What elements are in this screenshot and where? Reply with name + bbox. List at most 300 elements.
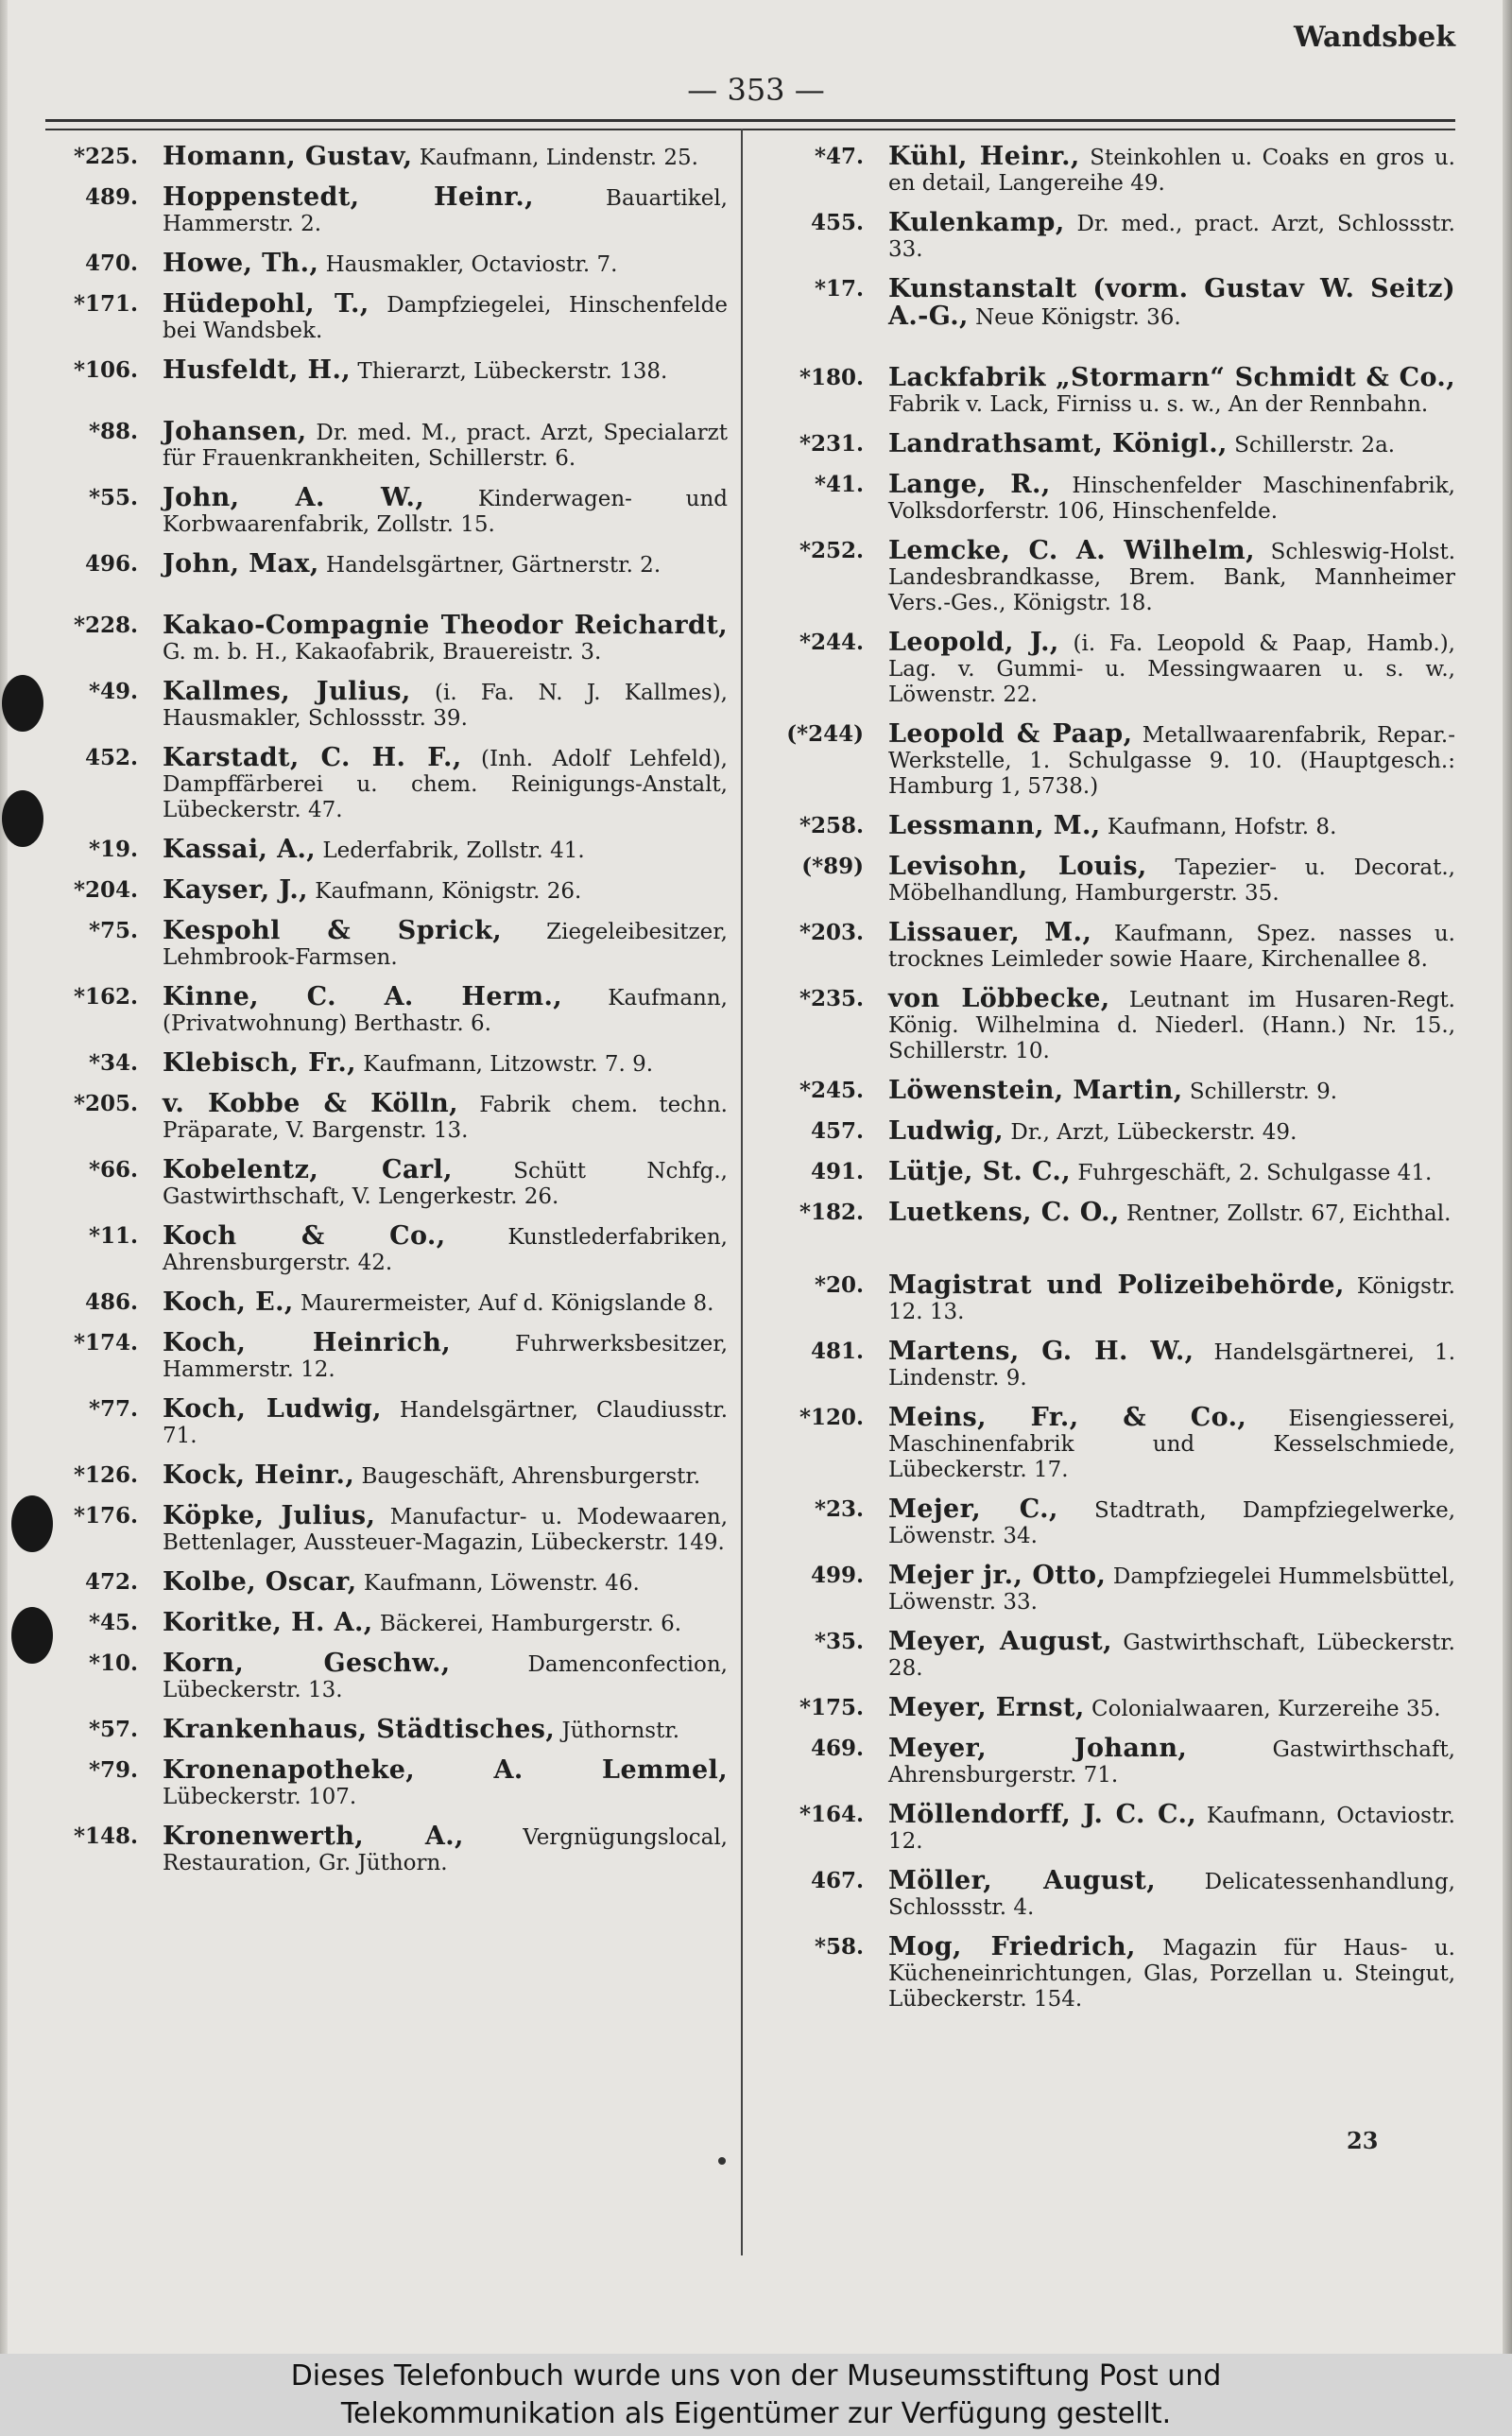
phone-number: *174.	[73, 1330, 138, 1356]
punch-hole	[11, 1495, 53, 1552]
directory-entry	[767, 210, 1455, 263]
phone-number: *225.	[73, 144, 138, 169]
subscriber-details: Baugeschäft, Ahrensburgerstr.	[354, 1464, 701, 1489]
subscriber-details: Königstr. 12. 13.	[888, 1274, 1455, 1324]
directory-entry	[767, 1802, 1455, 1855]
entry-text	[138, 1050, 728, 1078]
entry-text	[864, 1496, 1455, 1549]
phone-number: 491.	[810, 1159, 864, 1184]
directory-entry	[767, 1272, 1455, 1325]
directory-entry	[767, 1736, 1455, 1788]
entry-text	[138, 357, 728, 385]
subscriber-details: Hinschenfelder Maschinenfabrik, Volksdorferstr. 106, Hinschenfelde.	[888, 474, 1455, 524]
entry-text	[138, 1091, 728, 1144]
directory-entry	[767, 472, 1455, 525]
subscriber-name: Howe, Th.,	[163, 249, 319, 278]
entry-text	[138, 1223, 728, 1276]
directory-entry	[767, 1200, 1455, 1227]
subscriber-name: Kunstanstalt (vorm. Gustav W. Seitz) A.-G.,	[888, 274, 1455, 331]
subscriber-name: John, A. W.,	[163, 483, 425, 512]
entry-text	[864, 1934, 1455, 2013]
punch-hole	[2, 790, 43, 847]
subscriber-details: Kaufmann, (Privatwohnung) Berthastr. 6.	[163, 986, 728, 1036]
entry-text	[864, 1405, 1455, 1483]
directory-entry	[45, 1569, 728, 1597]
subscriber-name: Ludwig,	[888, 1116, 1005, 1146]
subscriber-name: Karstadt, C. H. F.,	[163, 743, 462, 772]
directory-entry	[45, 918, 728, 971]
notice-line-1: Dieses Telefonbuch wurde uns von der Museumsstiftung Post und	[290, 2359, 1222, 2393]
sheet-number: 23	[1347, 2127, 1379, 2154]
directory-entry	[767, 1405, 1455, 1483]
phone-number: *245.	[799, 1078, 864, 1103]
subscriber-details: Lübeckerstr. 107.	[163, 1785, 357, 1809]
phone-number: *75.	[88, 918, 138, 943]
directory-entry	[45, 1823, 728, 1876]
subscriber-name: Kühl, Heinr.,	[888, 142, 1080, 171]
phone-number: *11.	[88, 1223, 138, 1249]
subscriber-details: (i. Fa. Leopold & Paap, Hamb.), Lag. v. Gummi- u. Messingwaaren u. s. w., Löwenstr. 22.	[888, 631, 1455, 707]
subscriber-name: Meyer, Johann,	[888, 1734, 1188, 1763]
subscriber-name: Hüdepohl, T.,	[163, 289, 369, 319]
phone-number: 470.	[84, 251, 138, 276]
phone-number: *176.	[73, 1503, 138, 1529]
header-rule	[45, 119, 1455, 122]
directory-entry	[45, 184, 728, 237]
directory-entry	[45, 877, 728, 905]
subscriber-name: von Löbbecke,	[888, 984, 1110, 1013]
phone-number: *17.	[814, 276, 864, 302]
subscriber-details: Dr. med., pract. Arzt, Schlossstr. 33.	[888, 212, 1455, 262]
subscriber-details: Dampfziegelei, Hinschenfelde bei Wandsbek.	[163, 293, 728, 343]
subscriber-name: Hoppenstedt, Heinr.,	[163, 182, 534, 212]
subscriber-name: Mog, Friedrich,	[888, 1932, 1136, 1961]
entry-text	[138, 1823, 728, 1876]
phone-number: *35.	[814, 1629, 864, 1654]
subscriber-details: Kunstlederfabriken, Ahrensburgerstr. 42.	[163, 1225, 728, 1275]
subscriber-details: Schillerstr. 2a.	[1227, 433, 1396, 458]
entry-text	[138, 1650, 728, 1703]
subscriber-details: Kaufmann, Löwenstr. 46.	[356, 1571, 640, 1596]
entry-text	[864, 854, 1455, 907]
subscriber-details: Maurermeister, Auf d. Königslande 8.	[293, 1291, 714, 1316]
subscriber-name: Köpke, Julius,	[163, 1501, 376, 1530]
subscriber-details: Dr. med. M., pract. Arzt, Specialarzt für Frauenkrankheiten, Schillerstr. 6.	[163, 421, 728, 471]
phone-number: 486.	[84, 1289, 138, 1315]
subscriber-name: Koch, Ludwig,	[163, 1394, 382, 1424]
punch-hole	[2, 675, 43, 732]
phone-number: *106.	[73, 357, 138, 383]
directory-entry	[45, 251, 728, 278]
directory-entry	[767, 630, 1455, 708]
subscriber-details: Kaufmann, Lindenstr. 25.	[412, 146, 698, 170]
entry-text	[864, 1868, 1455, 1921]
directory-entry	[45, 1330, 728, 1383]
phone-number: *79.	[88, 1757, 138, 1783]
entry-text	[864, 1695, 1455, 1722]
subscriber-name: Kolbe, Oscar,	[163, 1567, 357, 1597]
entry-text	[138, 1396, 728, 1449]
subscriber-details: Fuhrgeschäft, 2. Schulgasse 41.	[1071, 1161, 1433, 1185]
directory-entry	[45, 837, 728, 864]
phone-number: *162.	[73, 984, 138, 1010]
entry-text	[864, 630, 1455, 708]
directory-entry	[45, 1396, 728, 1449]
subscriber-name: v. Kobbe & Kölln,	[163, 1089, 458, 1118]
entry-text	[138, 877, 728, 905]
subscriber-details: Eisengiesserei, Maschinenfabrik und Kesselschmiede, Lübeckerstr. 17.	[888, 1407, 1455, 1482]
left-column	[45, 144, 728, 1876]
subscriber-name: Magistrat und Polizeibehörde,	[888, 1270, 1345, 1300]
directory-entry	[767, 431, 1455, 458]
phone-number: *66.	[88, 1157, 138, 1183]
entry-text	[864, 1563, 1455, 1615]
subscriber-details: Metallwaarenfabrik, Repar.-Werkstelle, 1. Schulgasse 9. 10. (Hauptgesch.: Hamburg 1, 5738.)	[888, 723, 1455, 799]
subscriber-name: Krankenhaus, Städtisches,	[163, 1715, 556, 1744]
page-edge-right	[1503, 0, 1512, 2354]
directory-entry	[45, 1610, 728, 1637]
directory-entry	[45, 485, 728, 538]
phone-number: 467.	[810, 1868, 864, 1893]
phone-number: 489.	[84, 184, 138, 210]
entry-text	[138, 551, 728, 579]
directory-entry	[767, 1159, 1455, 1186]
subscriber-name: Leopold, J.,	[888, 628, 1059, 657]
entry-text	[138, 984, 728, 1037]
entry-text	[864, 210, 1455, 263]
subscriber-name: Löwenstein, Martin,	[888, 1076, 1183, 1105]
phone-number: *148.	[73, 1823, 138, 1849]
entry-text	[864, 1118, 1455, 1146]
subscriber-name: Meins, Fr., & Co.,	[888, 1403, 1247, 1432]
subscriber-details: Fuhrwerksbesitzer, Hammerstr. 12.	[163, 1332, 729, 1382]
directory-entry	[45, 144, 728, 171]
phone-number: *204.	[73, 877, 138, 903]
entry-text	[864, 365, 1455, 418]
subscriber-name: Kayser, J.,	[163, 875, 308, 905]
entry-text	[864, 144, 1455, 197]
directory-entry	[767, 854, 1455, 907]
entry-text	[864, 920, 1455, 973]
directory-entry	[767, 721, 1455, 800]
directory-entry	[767, 538, 1455, 616]
subscriber-name: Meyer, Ernst,	[888, 1693, 1085, 1722]
phone-number: *205.	[73, 1091, 138, 1116]
subscriber-details: Neue Königstr. 36.	[968, 305, 1181, 330]
page-number: — 353 —	[687, 72, 825, 108]
phone-number: *10.	[88, 1650, 138, 1676]
subscriber-name: Luetkens, C. O.,	[888, 1198, 1120, 1227]
entry-text	[864, 1629, 1455, 1682]
entry-text	[138, 1569, 728, 1597]
subscriber-details: Lederfabrik, Zollstr. 41.	[316, 838, 585, 863]
subscriber-details: Leutnant im Husaren-Regt. König. Wilhelmina d. Niederl. (Hann.) Nr. 15., Schillerstr. 10.	[888, 988, 1455, 1063]
subscriber-details: Colonialwaaren, Kurzereihe 35.	[1084, 1697, 1441, 1721]
entry-text	[138, 918, 728, 971]
directory-entry	[767, 986, 1455, 1064]
phone-number: *228.	[73, 613, 138, 638]
phone-number: *126.	[73, 1462, 138, 1488]
subscriber-name: Meyer, August,	[888, 1627, 1112, 1656]
phone-number: 452.	[84, 745, 138, 770]
directory-entry	[767, 365, 1455, 418]
subscriber-name: Kassai, A.,	[163, 835, 317, 864]
phone-number: *49.	[88, 679, 138, 704]
directory-entry	[45, 1050, 728, 1078]
subscriber-details: Gastwirthschaft, Ahrensburgerstr. 71.	[888, 1737, 1455, 1788]
phone-number: 457.	[810, 1118, 864, 1144]
directory-entry	[45, 551, 728, 579]
phone-number: 499.	[810, 1563, 864, 1588]
subscriber-name: Kallmes, Julius,	[163, 677, 411, 706]
subscriber-details: Handelsgärtner, Claudiusstr. 71.	[163, 1398, 729, 1448]
entry-text	[864, 721, 1455, 800]
directory-entry	[45, 1289, 728, 1317]
subscriber-name: Mejer jr., Otto,	[888, 1561, 1107, 1590]
subscriber-details: Kaufmann, Spez. nasses u. trocknes Leimleder sowie Haare, Kirchenallee 8.	[888, 922, 1455, 972]
subscriber-details: Steinkohlen u. Coaks en gros u. en detail, Langereihe 49.	[888, 146, 1455, 196]
phone-number: *203.	[799, 920, 864, 945]
directory-entry	[767, 1078, 1455, 1105]
subscriber-name: Kobelentz, Carl,	[163, 1155, 453, 1184]
phone-number: *55.	[88, 485, 138, 510]
right-column	[767, 144, 1455, 2013]
phone-number: 455.	[810, 210, 864, 235]
ink-mark	[718, 2157, 726, 2165]
entry-text	[864, 1200, 1455, 1227]
subscriber-name: Lessmann, M.,	[888, 811, 1101, 840]
page-edge-left	[0, 0, 8, 2354]
directory-entry	[45, 679, 728, 732]
entry-text	[864, 986, 1455, 1064]
subscriber-name: Levisohn, Louis,	[888, 852, 1147, 881]
directory-entry	[767, 813, 1455, 840]
entry-text	[138, 1757, 728, 1810]
phone-number: *182.	[799, 1200, 864, 1225]
subscriber-name: Kinne, C. A. Herm.,	[163, 982, 563, 1011]
phone-number: *19.	[88, 837, 138, 862]
subscriber-name: Lütje, St. C.,	[888, 1157, 1072, 1186]
phone-number: *258.	[799, 813, 864, 838]
phone-number: *20.	[814, 1272, 864, 1298]
directory-entry	[45, 291, 728, 344]
subscriber-details: Jüthornstr.	[555, 1719, 680, 1743]
subscriber-name: Korn, Geschw.,	[163, 1649, 451, 1678]
header-rule-thin	[45, 129, 1455, 130]
subscriber-name: Kespohl & Sprick,	[163, 916, 503, 945]
phone-number: *58.	[814, 1934, 864, 1960]
entry-text	[138, 1610, 728, 1637]
subscriber-details: Dampfziegelei Hummelsbüttel, Löwenstr. 33.	[888, 1564, 1455, 1615]
directory-entry	[45, 613, 728, 665]
entry-text	[138, 419, 728, 472]
phone-number: *23.	[814, 1496, 864, 1522]
directory-entry	[45, 419, 728, 472]
directory-entry	[45, 1650, 728, 1703]
directory-entry	[45, 1157, 728, 1210]
entry-text	[138, 291, 728, 344]
subscriber-details: Dr., Arzt, Lübeckerstr. 49.	[1004, 1120, 1297, 1145]
phone-number: *235.	[799, 986, 864, 1011]
subscriber-details: Bauartikel, Hammerstr. 2.	[163, 186, 728, 236]
phone-number: *175.	[799, 1695, 864, 1720]
entry-text	[138, 1330, 728, 1383]
subscriber-details: Delicatessenhandlung, Schlossstr. 4.	[888, 1870, 1455, 1920]
entry-text	[138, 1503, 728, 1556]
subscriber-name: Landrathsamt, Königl.,	[888, 429, 1228, 458]
running-head: Wandsbek	[1293, 21, 1455, 54]
entry-text	[138, 251, 728, 278]
entry-text	[864, 1078, 1455, 1105]
phone-number: *231.	[799, 431, 864, 457]
entry-text	[864, 276, 1455, 331]
entry-text	[138, 1717, 728, 1744]
entry-text	[138, 613, 728, 665]
entry-text	[864, 1736, 1455, 1788]
entry-text	[138, 679, 728, 732]
directory-entry	[45, 1462, 728, 1490]
directory-entry	[767, 1563, 1455, 1615]
entry-text	[864, 1802, 1455, 1855]
subscriber-name: Koch, Heinrich,	[163, 1328, 452, 1357]
subscriber-details: Kaufmann, Hofstr. 8.	[1100, 815, 1337, 839]
phone-number: *171.	[73, 291, 138, 317]
subscriber-details: Kaufmann, Octaviostr. 12.	[888, 1804, 1455, 1854]
subscriber-details: Schillerstr. 9.	[1182, 1080, 1338, 1104]
subscriber-details: Kaufmann, Königstr. 26.	[307, 879, 582, 904]
subscriber-details: Kaufmann, Litzowstr. 7. 9.	[355, 1052, 654, 1077]
subscriber-details: Manufactur- u. Modewaaren, Bettenlager, Aussteuer-Magazin, Lübeckerstr. 149.	[163, 1505, 729, 1555]
directory-entry	[45, 1717, 728, 1744]
entry-text	[864, 538, 1455, 616]
subscriber-details: Schleswig-Holst. Landesbrandkasse, Brem. Bank, Mannheimer Vers.-Ges., Königstr. 18.	[888, 540, 1455, 615]
subscriber-details: Handelsgärtner, Gärtnerstr. 2.	[318, 553, 662, 578]
subscriber-name: Homann, Gustav,	[163, 142, 413, 171]
subscriber-details: Schütt Nchfg., Gastwirthschaft, V. Lengerkestr. 26.	[163, 1159, 728, 1209]
phone-number: *252.	[799, 538, 864, 563]
phone-number: *77.	[88, 1396, 138, 1422]
subscriber-details: G. m. b. H., Kakaofabrik, Brauereistr. 3.	[163, 640, 602, 665]
entry-text	[864, 813, 1455, 840]
directory-entry	[767, 1868, 1455, 1921]
phone-number: *57.	[88, 1717, 138, 1742]
ownership-notice	[0, 2354, 1512, 2436]
phone-number: *120.	[799, 1405, 864, 1430]
subscriber-name: Kock, Heinr.,	[163, 1460, 355, 1490]
subscriber-details: Gastwirthschaft, Lübeckerstr. 28.	[888, 1631, 1455, 1681]
phone-number: (*244)	[786, 721, 864, 747]
directory-entry	[767, 920, 1455, 973]
subscriber-name: Koch & Co.,	[163, 1221, 446, 1251]
subscriber-name: Lissauer, M.,	[888, 918, 1092, 947]
entry-text	[138, 485, 728, 538]
subscriber-name: Kulenkamp,	[888, 208, 1065, 237]
subscriber-name: Möller, August,	[888, 1866, 1157, 1895]
phone-number: *47.	[814, 144, 864, 169]
subscriber-details: (i. Fa. N. J. Kallmes), Hausmakler, Schlossstr. 39.	[163, 681, 728, 731]
phone-number: *88.	[88, 419, 138, 444]
subscriber-details: Kinderwagen- und Korbwaarenfabrik, Zollstr. 15.	[163, 487, 728, 537]
phone-number: *164.	[799, 1802, 864, 1827]
directory-entry	[767, 276, 1455, 331]
directory-entry	[45, 984, 728, 1037]
subscriber-name: Johansen,	[163, 417, 307, 446]
phone-number: 481.	[810, 1339, 864, 1364]
subscriber-details: Ziegeleibesitzer, Lehmbrook-Farmsen.	[163, 920, 728, 970]
subscriber-name: Martens, G. H. W.,	[888, 1337, 1194, 1366]
phone-number: 472.	[84, 1569, 138, 1595]
directory-entry	[767, 1629, 1455, 1682]
directory-entry	[45, 1503, 728, 1556]
entry-text	[138, 837, 728, 864]
subscriber-details: Fabrik chem. techn. Präparate, V. Bargenstr. 13.	[163, 1093, 728, 1143]
subscriber-details: Fabrik v. Lack, Firniss u. s. w., An der Rennbahn.	[888, 392, 1429, 417]
entry-text	[138, 745, 728, 823]
subscriber-name: Lackfabrik „Stormarn“ Schmidt & Co.,	[888, 363, 1455, 392]
entry-text	[864, 1159, 1455, 1186]
subscriber-name: Kakao-Compagnie Theodor Reichardt,	[163, 611, 728, 640]
entry-text	[864, 431, 1455, 458]
punch-hole	[11, 1607, 53, 1664]
subscriber-details: Hausmakler, Octaviostr. 7.	[318, 252, 618, 277]
subscriber-name: Lange, R.,	[888, 470, 1051, 499]
directory-entry	[45, 745, 728, 823]
entry-text	[138, 1289, 728, 1317]
directory-entry	[767, 1496, 1455, 1549]
subscriber-name: Husfeldt, H.,	[163, 355, 352, 385]
subscriber-name: Lemcke, C. A. Wilhelm,	[888, 536, 1255, 565]
directory-entry	[767, 1118, 1455, 1146]
subscriber-details: Handelsgärtnerei, 1. Lindenstr. 9.	[888, 1340, 1456, 1391]
subscriber-name: Leopold & Paap,	[888, 719, 1133, 749]
subscriber-name: John, Max,	[163, 549, 319, 579]
subscriber-name: Kronenapotheke, A. Lemmel,	[163, 1755, 728, 1785]
notice-line-2: Telekommunikation als Eigentümer zur Verfügung gestellt.	[340, 2397, 1172, 2430]
subscriber-name: Klebisch, Fr.,	[163, 1048, 356, 1078]
phone-number: *180.	[799, 365, 864, 390]
directory-entry	[45, 1757, 728, 1810]
entry-text	[864, 1339, 1455, 1391]
subscriber-name: Koch, E.,	[163, 1287, 294, 1317]
subscriber-details: Bäckerei, Hamburgerstr. 6.	[372, 1612, 682, 1636]
entry-text	[864, 1272, 1455, 1325]
entry-text	[138, 184, 728, 237]
phone-number: *34.	[88, 1050, 138, 1076]
subscriber-details: Tapezier- u. Decorat., Möbelhandlung, Hamburgerstr. 35.	[888, 855, 1455, 906]
directory-entry	[45, 357, 728, 385]
subscriber-name: Koritke, H. A.,	[163, 1608, 373, 1637]
subscriber-details: Vergnügungslocal, Restauration, Gr. Jüthorn.	[163, 1825, 728, 1875]
directory-entry	[767, 1339, 1455, 1391]
directory-entry	[767, 1934, 1455, 2013]
phone-number: 496.	[84, 551, 138, 577]
subscriber-details: Thierarzt, Lübeckerstr. 138.	[351, 359, 668, 384]
subscriber-details: Rentner, Zollstr. 67, Eichthal.	[1119, 1201, 1452, 1226]
directory-entry	[767, 144, 1455, 197]
subscriber-details: Stadtrath, Dampfziegelwerke, Löwenstr. 34.	[888, 1498, 1456, 1548]
entry-text	[138, 1462, 728, 1490]
subscriber-name: Möllendorff, J. C. C.,	[888, 1800, 1197, 1829]
directory-entry	[45, 1091, 728, 1144]
entry-text	[138, 144, 728, 171]
phone-number: (*89)	[801, 854, 864, 879]
subscriber-details: Damenconfection, Lübeckerstr. 13.	[163, 1652, 728, 1702]
directory-entry	[767, 1695, 1455, 1722]
subscriber-details: Magazin für Haus- u. Kücheneinrichtungen, Glas, Porzellan u. Steingut, Lübeckerstr. 154.	[888, 1936, 1455, 2012]
directory-entry	[45, 1223, 728, 1276]
subscriber-name: Mejer, C.,	[888, 1494, 1058, 1524]
entry-text	[864, 472, 1455, 525]
